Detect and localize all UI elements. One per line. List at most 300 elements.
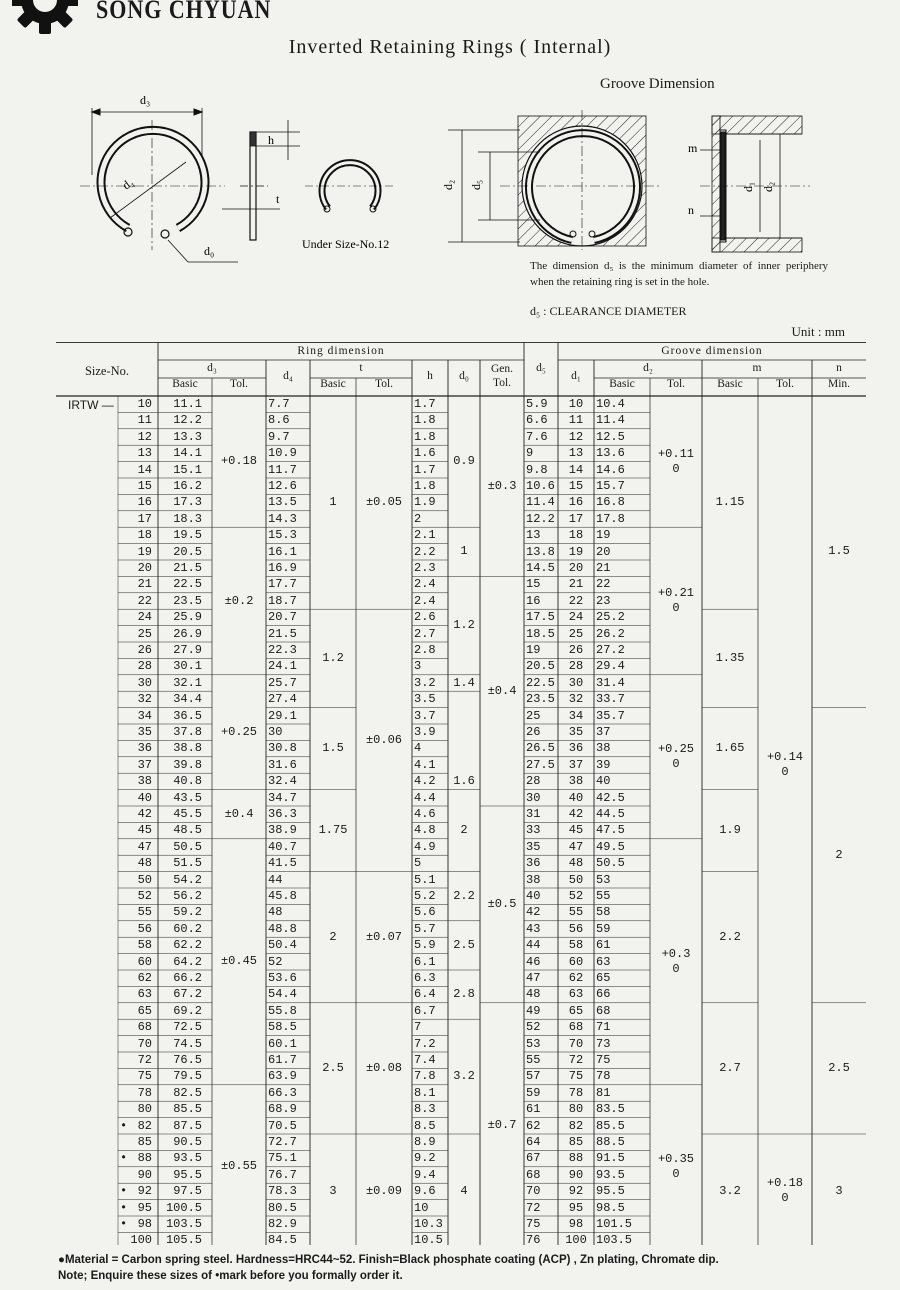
cell-d2-basic: 50.5 xyxy=(596,856,625,871)
cell-d3-basic: 72.5 xyxy=(173,1020,202,1035)
m-label: m xyxy=(688,141,698,155)
merged-d3-tol: +0.18 xyxy=(220,454,257,469)
cell-d1: 56 xyxy=(568,921,584,936)
cell-h: 4.2 xyxy=(414,774,436,789)
cell-size-no: 14 xyxy=(137,462,152,477)
cell-h: 8.3 xyxy=(414,1102,436,1117)
cell-h: 7.4 xyxy=(414,1053,436,1067)
cell-d2-basic: 16.8 xyxy=(596,495,625,510)
cell-d5: 38 xyxy=(526,872,541,887)
cell-mark: • xyxy=(120,1118,128,1133)
cell-h: 8.5 xyxy=(414,1118,436,1133)
cell-d3-basic: 11.1 xyxy=(173,397,202,411)
cell-mark: • xyxy=(120,1184,128,1199)
cell-h: 3.5 xyxy=(414,692,436,707)
cell-size-no: 95 xyxy=(137,1200,152,1215)
cell-d5: 64 xyxy=(526,1135,541,1149)
cell-d5: 53 xyxy=(526,1036,541,1051)
cell-d1: 45 xyxy=(568,823,584,838)
cell-d2-basic: 39 xyxy=(596,757,611,772)
cell-h: 2.1 xyxy=(414,528,436,543)
cell-d3-basic: 20.5 xyxy=(173,544,202,559)
cell-d2-basic: 55 xyxy=(596,889,611,903)
cell-size-no: 40 xyxy=(137,790,152,805)
merged-d2-tol: +0.3 0 xyxy=(661,946,691,976)
cell-d3-basic: 69.2 xyxy=(173,1003,202,1018)
cell-d5: 49 xyxy=(526,1003,541,1018)
cell-d5: 30 xyxy=(526,790,541,805)
cell-d3-basic: 48.5 xyxy=(173,823,202,838)
cell-h: 1.8 xyxy=(414,413,436,428)
cell-d3-basic: 90.5 xyxy=(173,1135,202,1149)
cell-d4: 75.1 xyxy=(268,1151,297,1166)
cell-d2-basic: 27.2 xyxy=(596,643,625,657)
merged-m-basic: 3.2 xyxy=(719,1183,741,1198)
cell-d3-basic: 17.3 xyxy=(173,495,202,510)
cell-d5: 7.6 xyxy=(526,429,548,444)
cell-d4: 17.7 xyxy=(268,577,297,592)
cell-d2-basic: 78 xyxy=(596,1069,611,1084)
cell-d4: 13.5 xyxy=(268,495,297,510)
cell-d5: 52 xyxy=(526,1020,541,1035)
cell-size-no: 60 xyxy=(137,954,152,969)
cell-size-no: 37 xyxy=(137,757,152,772)
cell-d3-basic: 82.5 xyxy=(173,1085,202,1100)
cell-h: 1.8 xyxy=(414,479,436,493)
cell-d3-basic: 45.5 xyxy=(173,807,202,821)
cell-d3-basic: 76.5 xyxy=(173,1053,202,1067)
cell-d4: 32.4 xyxy=(268,774,297,789)
cell-d3-basic: 14.1 xyxy=(173,446,202,461)
merged-d2-tol: +0.25 0 xyxy=(657,741,694,771)
cell-d3-basic: 59.2 xyxy=(173,905,202,920)
cell-h: 6.1 xyxy=(414,954,436,969)
cell-d5: 48 xyxy=(526,987,541,1002)
cell-size-no: 50 xyxy=(137,872,152,887)
merged-d0: 3.2 xyxy=(453,1069,475,1084)
cell-h: 3.2 xyxy=(414,675,436,690)
cell-size-no: 20 xyxy=(137,561,152,575)
merged-m-basic: 2.2 xyxy=(719,929,741,944)
order-note: Note; Enquire these sizes of •mark before you formally order it. xyxy=(58,1270,403,1282)
cell-d5: 15 xyxy=(526,577,541,592)
cell-d2-basic: 49.5 xyxy=(596,839,625,854)
page-title: Inverted Retaining Rings ( Internal) xyxy=(288,36,612,58)
cell-d1: 65 xyxy=(568,1003,584,1018)
merged-t-basic: 1 xyxy=(329,495,337,510)
cell-d5: 40 xyxy=(526,889,541,903)
cell-d1: 28 xyxy=(568,659,584,674)
cell-d5: 44 xyxy=(526,938,541,953)
cell-d1: 58 xyxy=(568,938,584,953)
cell-size-no: 30 xyxy=(137,675,152,690)
cell-d5: 23.5 xyxy=(526,692,555,707)
cell-h: 2.4 xyxy=(414,593,436,608)
d5-note: The dimension d₅ is the minimum diameter of inner periphery when the retaining ring is set in the hole. xyxy=(530,260,828,288)
cell-d1: 63 xyxy=(568,987,584,1002)
cell-d2-basic: 21 xyxy=(596,561,611,575)
cell-d5: 22.5 xyxy=(526,675,555,690)
cell-d5: 13 xyxy=(526,528,541,543)
cell-d3-basic: 43.5 xyxy=(173,790,202,805)
cell-d4: 10.9 xyxy=(268,446,297,461)
cell-d1: 16 xyxy=(568,495,584,510)
cell-d5: 20.5 xyxy=(526,659,555,674)
cell-d1: 36 xyxy=(568,741,584,756)
cell-d1: 70 xyxy=(568,1036,584,1051)
cell-d3-basic: 67.2 xyxy=(173,987,202,1002)
cell-d3-basic: 13.3 xyxy=(173,429,202,444)
cell-h: 1.9 xyxy=(414,495,436,510)
cell-d3-basic: 50.5 xyxy=(173,839,202,854)
cell-d3-basic: 30.1 xyxy=(173,659,202,674)
cell-size-no: 85 xyxy=(137,1135,152,1149)
cell-d5: 25 xyxy=(526,708,541,723)
header-d3-tol: Tol. xyxy=(229,378,249,390)
cell-size-no: 15 xyxy=(137,479,152,493)
cell-size-no: 19 xyxy=(137,544,152,559)
cell-d5: 33 xyxy=(526,823,541,838)
cell-d2-basic: 14.6 xyxy=(596,462,625,477)
cell-d2-basic: 31.4 xyxy=(596,675,625,690)
header-d2: d₂ xyxy=(643,362,653,374)
cell-d4: 30 xyxy=(268,725,283,739)
cell-h: 4.6 xyxy=(414,807,436,821)
cell-d4: 78.3 xyxy=(268,1184,297,1199)
cell-d5: 68 xyxy=(526,1167,541,1182)
cell-d5: 35 xyxy=(526,839,541,854)
cell-d5: 36 xyxy=(526,856,541,871)
cell-d5: 17.5 xyxy=(526,610,555,625)
header-n: n xyxy=(836,362,842,374)
cell-d4: 58.5 xyxy=(268,1020,297,1035)
cell-d4: 11.7 xyxy=(268,462,297,477)
cell-d1: 100 xyxy=(565,1233,587,1248)
header-m-tol: Tol. xyxy=(775,378,795,390)
merged-gen-tol: ±0.7 xyxy=(487,1118,517,1133)
cell-size-no: 62 xyxy=(137,971,152,985)
cell-d2-basic: 13.6 xyxy=(596,446,625,461)
d5-label: d₅ xyxy=(469,179,483,190)
cell-d1: 60 xyxy=(568,954,584,969)
merged-n-min: 2.5 xyxy=(828,1060,850,1075)
cell-size-no: 65 xyxy=(137,1003,152,1018)
cell-d4: 45.8 xyxy=(268,889,297,903)
cell-size-no: 28 xyxy=(137,659,152,674)
merged-t-basic: 1.75 xyxy=(318,823,348,838)
header-d3: d₃ xyxy=(207,362,217,374)
cell-d5: 57 xyxy=(526,1069,541,1084)
cell-d3-basic: 103.5 xyxy=(165,1217,202,1231)
cell-d1: 88 xyxy=(568,1151,584,1166)
cell-h: 1.7 xyxy=(414,462,436,477)
header-d0: d₀ xyxy=(459,370,469,382)
cell-d1: 25 xyxy=(568,626,584,641)
cell-d1: 18 xyxy=(568,528,584,543)
cell-d5: 28 xyxy=(526,774,541,789)
merged-d3-tol: +0.25 xyxy=(220,724,257,739)
cell-d3-basic: 27.9 xyxy=(173,643,202,657)
merged-t-basic: 2.5 xyxy=(322,1060,344,1075)
cell-d4: 68.9 xyxy=(268,1102,297,1117)
cell-h: 3.7 xyxy=(414,708,436,723)
cell-d5: 9 xyxy=(526,446,534,461)
cell-d2-basic: 65 xyxy=(596,971,611,985)
merged-t-basic: 1.2 xyxy=(322,650,344,665)
cell-h: 7.2 xyxy=(414,1036,436,1051)
cell-d4: 80.5 xyxy=(268,1200,297,1215)
groove-dimension-title: Groove Dimension xyxy=(600,76,715,92)
cell-size-no: 12 xyxy=(137,429,152,444)
cell-d2-basic: 10.4 xyxy=(596,397,625,411)
cell-d4: 16.1 xyxy=(268,544,297,559)
header-groove-dimension: Groove dimension xyxy=(661,345,763,357)
cell-d1: 20 xyxy=(568,561,584,575)
cell-d3-basic: 54.2 xyxy=(173,872,202,887)
header-d2-tol: Tol. xyxy=(666,378,686,390)
merged-d3-tol: ±0.45 xyxy=(220,954,257,969)
d0-label: d₀ xyxy=(204,244,215,258)
cell-d5: 19 xyxy=(526,643,541,657)
cell-size-no: 92 xyxy=(137,1184,152,1199)
header-t-tol: Tol. xyxy=(374,378,394,390)
cell-d4: 31.6 xyxy=(268,757,297,772)
cell-h: 5.6 xyxy=(414,905,436,920)
cell-d3-basic: 105.5 xyxy=(165,1233,202,1248)
cell-h: 8.9 xyxy=(414,1135,436,1149)
cell-d1: 85 xyxy=(568,1135,584,1149)
cell-d2-basic: 42.5 xyxy=(596,790,625,805)
cell-d2-basic: 61 xyxy=(596,938,611,953)
cell-d4: 9.7 xyxy=(268,429,290,444)
cell-h: 2.3 xyxy=(414,561,436,575)
cell-h: 6.4 xyxy=(414,987,436,1002)
cell-d4: 50.4 xyxy=(268,938,297,953)
cell-h: 10 xyxy=(414,1200,429,1215)
merged-d0: 2.2 xyxy=(453,888,475,903)
cell-size-no: 68 xyxy=(137,1020,152,1035)
cell-mark: • xyxy=(120,1217,128,1231)
header-h: h xyxy=(427,370,433,382)
cell-d3-basic: 56.2 xyxy=(173,889,202,903)
header-d3-basic: Basic xyxy=(172,378,198,390)
cell-d2-basic: 93.5 xyxy=(596,1167,625,1182)
cell-size-no: 17 xyxy=(137,511,152,526)
dimension-table xyxy=(56,342,866,1248)
cell-d4: 7.7 xyxy=(268,397,290,411)
header-m-basic: Basic xyxy=(717,378,743,390)
cell-d4: 30.8 xyxy=(268,741,297,756)
cell-d1: 15 xyxy=(568,479,584,493)
cell-h: 4 xyxy=(414,741,422,756)
cell-d4: 22.3 xyxy=(268,643,297,657)
cell-d4: 70.5 xyxy=(268,1118,297,1133)
cell-d4: 24.1 xyxy=(268,659,297,674)
cell-h: 4.9 xyxy=(414,839,436,854)
cell-d5: 13.8 xyxy=(526,544,555,559)
cell-d3-basic: 64.2 xyxy=(173,954,202,969)
cell-d3-basic: 39.8 xyxy=(173,757,202,772)
cell-d2-basic: 66 xyxy=(596,987,611,1002)
cell-d4: 29.1 xyxy=(268,708,297,723)
cell-size-no: 82 xyxy=(137,1118,152,1133)
merged-d0: 0.9 xyxy=(453,454,475,469)
merged-d0: 1.4 xyxy=(453,675,475,690)
cell-d3-basic: 93.5 xyxy=(173,1151,202,1166)
merged-t-tol: ±0.09 xyxy=(365,1183,402,1198)
cell-d5: 55 xyxy=(526,1053,541,1067)
cell-size-no: 90 xyxy=(137,1167,152,1182)
merged-d3-tol: ±0.55 xyxy=(220,1159,257,1174)
cell-d1: 24 xyxy=(568,610,584,625)
n-label: n xyxy=(688,203,694,217)
cell-h: 9.2 xyxy=(414,1151,436,1166)
merged-d0: 1 xyxy=(460,544,468,559)
cell-h: 9.4 xyxy=(414,1167,436,1182)
merged-m-tol: +0.14 0 xyxy=(766,750,803,779)
d3-label: d₃ xyxy=(140,93,151,107)
cell-d2-basic: 12.5 xyxy=(596,429,625,444)
merged-m-basic: 1.9 xyxy=(719,823,741,838)
merged-d0: 2.5 xyxy=(453,937,475,952)
cell-d1: 75 xyxy=(568,1069,584,1084)
cell-h: 3 xyxy=(414,659,422,674)
cell-h: 2.4 xyxy=(414,577,436,592)
cell-d4: 25.7 xyxy=(268,675,297,690)
cell-size-no: 32 xyxy=(137,692,152,707)
cell-d1: 17 xyxy=(568,511,584,526)
merged-n-min: 3 xyxy=(835,1183,843,1198)
cell-d1: 37 xyxy=(568,757,584,772)
ring-side-view xyxy=(222,120,300,240)
cell-d2-basic: 71 xyxy=(596,1020,611,1035)
cell-size-no: 63 xyxy=(137,987,152,1002)
cell-d4: 63.9 xyxy=(268,1069,297,1084)
cell-d3-basic: 66.2 xyxy=(173,971,202,985)
merged-t-basic: 3 xyxy=(329,1183,337,1198)
merged-t-basic: 1.5 xyxy=(322,741,344,756)
cell-h: 2.6 xyxy=(414,610,436,625)
header-d5: d₅ xyxy=(536,362,546,374)
cell-d2-basic: 75 xyxy=(596,1053,611,1067)
cell-d5: 59 xyxy=(526,1085,541,1100)
cell-d3-basic: 79.5 xyxy=(173,1069,202,1084)
cell-d5: 46 xyxy=(526,954,541,969)
cell-d2-basic: 101.5 xyxy=(596,1217,633,1231)
cell-d4: 52 xyxy=(268,954,283,969)
merged-m-basic: 1.15 xyxy=(715,495,745,510)
cell-d2-basic: 73 xyxy=(596,1036,611,1051)
cell-size-no: 55 xyxy=(137,905,152,920)
cell-d3-basic: 85.5 xyxy=(173,1102,202,1117)
cell-d3-basic: 32.1 xyxy=(173,675,202,690)
merged-gen-tol: ±0.5 xyxy=(487,896,517,911)
cell-d4: 36.3 xyxy=(268,807,297,821)
cell-h: 1.7 xyxy=(414,397,436,411)
cell-d1: 10 xyxy=(568,397,584,411)
cell-d2-basic: 20 xyxy=(596,544,611,559)
brand-name: SONG CHYUAN xyxy=(96,0,272,25)
cell-size-no: 80 xyxy=(137,1102,152,1117)
cell-d1: 80 xyxy=(568,1102,584,1117)
cell-h: 4.1 xyxy=(414,757,436,772)
cell-d3-basic: 16.2 xyxy=(173,479,202,493)
cell-d5: 16 xyxy=(526,593,541,608)
header-size-no: Size-No. xyxy=(84,364,130,378)
cell-size-no: 75 xyxy=(137,1069,152,1084)
cell-d5: 76 xyxy=(526,1233,541,1248)
cell-d3-basic: 12.2 xyxy=(173,413,202,428)
cell-d2-basic: 59 xyxy=(596,921,611,936)
cell-d2-basic: 25.2 xyxy=(596,610,625,625)
cell-d3-basic: 62.2 xyxy=(173,938,202,953)
cell-d4: 82.9 xyxy=(268,1217,297,1231)
cell-d5: 70 xyxy=(526,1184,541,1199)
cell-d3-basic: 15.1 xyxy=(173,462,202,477)
cell-h: 2.8 xyxy=(414,643,436,657)
cell-size-no: 35 xyxy=(137,725,152,739)
cell-size-no: 24 xyxy=(137,610,152,625)
footer-notes xyxy=(58,1252,719,1284)
cell-h: 2.2 xyxy=(414,544,436,559)
cell-size-no: 18 xyxy=(137,528,152,543)
cell-h: 1.6 xyxy=(414,446,436,461)
merged-d2-tol: +0.11 0 xyxy=(657,446,694,476)
cell-d2-basic: 19 xyxy=(596,528,611,543)
cell-d3-basic: 97.5 xyxy=(173,1184,202,1199)
cell-d2-basic: 81 xyxy=(596,1085,611,1100)
cell-d3-basic: 100.5 xyxy=(165,1200,202,1215)
cell-d1: 55 xyxy=(568,905,584,920)
cell-d4: 72.7 xyxy=(268,1135,297,1149)
cell-h: 8.1 xyxy=(414,1085,436,1100)
cell-d4: 21.5 xyxy=(268,626,297,641)
cell-size-no: 22 xyxy=(137,593,152,608)
header-m: m xyxy=(752,362,762,374)
cell-h: 5.1 xyxy=(414,872,436,887)
cell-d5: 27.5 xyxy=(526,757,555,772)
cell-size-no: 78 xyxy=(137,1085,152,1100)
merged-d0: 1.2 xyxy=(453,618,475,633)
cell-d5: 12.2 xyxy=(526,511,555,526)
cell-h: 3.9 xyxy=(414,725,436,739)
cell-d1: 35 xyxy=(568,725,584,739)
cell-h: 4.4 xyxy=(414,790,436,805)
cell-d1: 72 xyxy=(568,1053,584,1067)
merged-d2-tol: +0.21 0 xyxy=(657,586,694,615)
cell-d5: 62 xyxy=(526,1118,541,1133)
cell-d5: 18.5 xyxy=(526,626,555,641)
cell-d5: 61 xyxy=(526,1102,541,1117)
cell-d1: 50 xyxy=(568,872,584,887)
cell-d2-basic: 11.4 xyxy=(596,413,625,428)
cell-d1: 14 xyxy=(568,462,584,477)
cell-d1: 82 xyxy=(568,1118,584,1133)
merged-gen-tol: ±0.3 xyxy=(487,478,517,493)
cell-d1: 92 xyxy=(568,1184,584,1199)
d2-left-label: d₂ xyxy=(441,179,455,190)
cell-d1: 98 xyxy=(568,1217,584,1231)
cell-d3-basic: 26.9 xyxy=(173,626,202,641)
cell-d2-basic: 88.5 xyxy=(596,1135,625,1149)
cell-d4: 15.3 xyxy=(268,528,297,543)
cell-d4: 55.8 xyxy=(268,1003,297,1018)
cell-h: 10.3 xyxy=(414,1217,443,1231)
d2-right-label: d₂ xyxy=(761,181,775,192)
cell-size-no: 21 xyxy=(137,577,152,592)
cell-d1: 12 xyxy=(568,429,584,444)
cell-d5: 14.5 xyxy=(526,561,555,575)
